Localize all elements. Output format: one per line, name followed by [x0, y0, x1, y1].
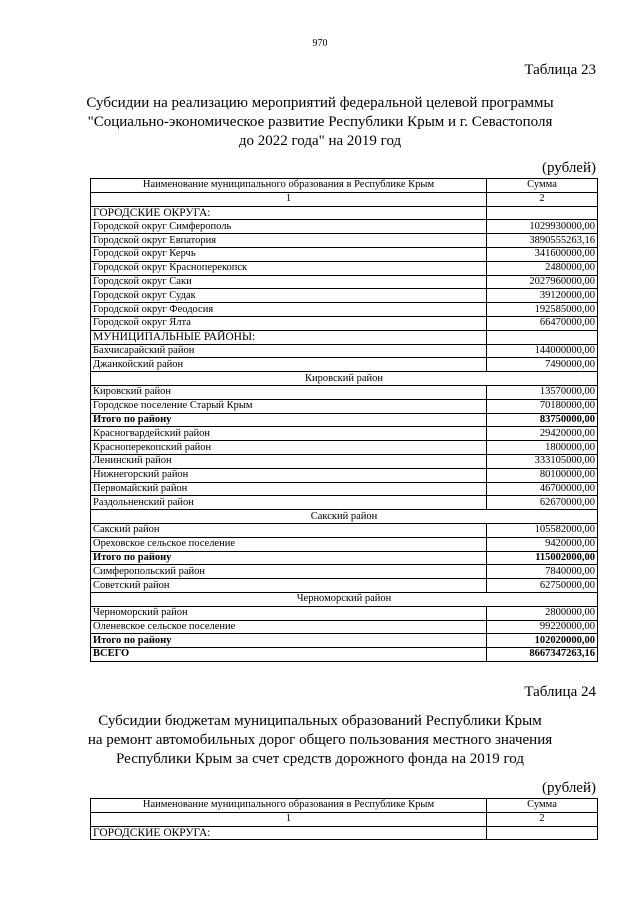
- row-amount: 333105000,00: [487, 454, 598, 468]
- row-amount: 1800000,00: [487, 441, 598, 455]
- row-name: МУНИЦИПАЛЬНЫЕ РАЙОНЫ:: [91, 330, 487, 344]
- row-amount: 8667347263,16: [487, 648, 598, 662]
- table-row: [91, 537, 598, 551]
- row-amount: 99220000,00: [487, 620, 598, 634]
- row-name: ГОРОДСКИЕ ОКРУГА:: [91, 206, 487, 220]
- group-header-label: Кировский район: [91, 372, 598, 386]
- row-amount: [487, 330, 598, 344]
- row-name: ВСЕГО: [91, 648, 487, 662]
- row-amount: 83750000,00: [487, 413, 598, 427]
- row-amount: [487, 206, 598, 220]
- table-row: [91, 344, 598, 358]
- row-amount: 62750000,00: [487, 579, 598, 593]
- row-name: Итого по району: [91, 413, 487, 427]
- row-name: Городской округ Евпатория: [91, 234, 487, 248]
- table-row: [91, 565, 598, 579]
- table-row: [91, 523, 598, 537]
- row-name: Ореховское сельское поселение: [91, 537, 487, 551]
- row-name: Красногвардейский район: [91, 427, 487, 441]
- table-row: [91, 441, 598, 455]
- table-row: [91, 275, 598, 289]
- table24-title-line: Субсидии бюджетам муниципальных образований Республики Крым: [98, 713, 542, 729]
- row-amount: 7840000,00: [487, 565, 598, 579]
- table23-title-line: до 2022 года" на 2019 год: [238, 133, 402, 149]
- row-name: Городской округ Судак: [91, 289, 487, 303]
- table23-title-line: "Социально-экономическое развитие Республики Крым и г. Севастополя: [87, 114, 553, 130]
- row-amount: [487, 826, 598, 840]
- row-amount: 3890555263,16: [487, 234, 598, 248]
- page-number: 970: [312, 38, 328, 49]
- row-name: Красноперекопский район: [91, 441, 487, 455]
- row-name: Советский район: [91, 579, 487, 593]
- table-row: [91, 427, 598, 441]
- group-header-row: [91, 592, 598, 606]
- total-row: [91, 413, 598, 427]
- row-amount: 39120000,00: [487, 289, 598, 303]
- row-name: Кировский район: [91, 385, 487, 399]
- row-amount: 1029930000,00: [487, 220, 598, 234]
- group-header-label: Черноморский район: [91, 592, 598, 606]
- table24-title-line: на ремонт автомобильных дорог общего пользования местного значения: [87, 732, 553, 748]
- row-amount: 66470000,00: [487, 316, 598, 330]
- table-row: [91, 385, 598, 399]
- row-amount: 70180000,00: [487, 399, 598, 413]
- group-header-row: [91, 510, 598, 524]
- row-amount: 2800000,00: [487, 606, 598, 620]
- table-row: [91, 220, 598, 234]
- table24-title: [0, 712, 640, 769]
- column-number: 2: [487, 812, 598, 826]
- table-row: [91, 482, 598, 496]
- row-amount: 2027960000,00: [487, 275, 598, 289]
- table23-title-line: Субсидии на реализацию мероприятий федеральной целевой программы: [86, 95, 554, 111]
- table23-unit: (рублей): [541, 160, 596, 176]
- row-name: Итого по району: [91, 634, 487, 648]
- row-amount: 341600000,00: [487, 247, 598, 261]
- column-number: 2: [487, 192, 598, 206]
- table-row: [91, 316, 598, 330]
- row-name: ГОРОДСКИЕ ОКРУГА:: [91, 826, 487, 840]
- section-row: [91, 826, 598, 840]
- row-amount: 80100000,00: [487, 468, 598, 482]
- table23-title: [0, 94, 640, 151]
- row-name: Сакский район: [91, 523, 487, 537]
- table24-title-line: Республики Крым за счет средств дорожного фонда на 2019 год: [116, 751, 524, 767]
- table-header-row: [91, 799, 598, 813]
- table-row: [91, 579, 598, 593]
- table-row: [91, 496, 598, 510]
- row-name: Симферопольский район: [91, 565, 487, 579]
- row-amount: 13570000,00: [487, 385, 598, 399]
- column-number-row: [91, 812, 598, 826]
- row-name: Нижнегорский район: [91, 468, 487, 482]
- row-name: Оленевское сельское поселение: [91, 620, 487, 634]
- row-name: Первомайский район: [91, 482, 487, 496]
- section-row: [91, 206, 598, 220]
- group-header-row: [91, 372, 598, 386]
- row-name: Городской округ Феодосия: [91, 303, 487, 317]
- row-amount: 9420000,00: [487, 537, 598, 551]
- table-row: [91, 468, 598, 482]
- row-amount: 2480000,00: [487, 261, 598, 275]
- section-row: [91, 330, 598, 344]
- column-header-amount: Сумма: [487, 799, 598, 813]
- row-name: Черноморский район: [91, 606, 487, 620]
- row-name: Городской округ Красноперекопск: [91, 261, 487, 275]
- row-name: Городской округ Ялта: [91, 316, 487, 330]
- table-row: [91, 289, 598, 303]
- row-amount: 29420000,00: [487, 427, 598, 441]
- row-amount: 192585000,00: [487, 303, 598, 317]
- row-amount: 7490000,00: [487, 358, 598, 372]
- table24-label: Таблица 24: [524, 684, 596, 700]
- table-row: [91, 399, 598, 413]
- total-row: [91, 634, 598, 648]
- row-amount: 144000000,00: [487, 344, 598, 358]
- row-amount: 105582000,00: [487, 523, 598, 537]
- row-name: Городской округ Керчь: [91, 247, 487, 261]
- row-amount: 46700000,00: [487, 482, 598, 496]
- column-header-amount: Сумма: [487, 179, 598, 193]
- column-number: 1: [91, 812, 487, 826]
- table24: [90, 798, 598, 840]
- table23-label: Таблица 23: [524, 62, 596, 78]
- table-row: [91, 234, 598, 248]
- row-amount: 102020000,00: [487, 634, 598, 648]
- table24-unit: (рублей): [541, 780, 596, 796]
- table-header-row: [91, 179, 598, 193]
- row-name: Раздольненский район: [91, 496, 487, 510]
- table-row: [91, 303, 598, 317]
- row-amount: 115002000,00: [487, 551, 598, 565]
- column-header-name: Наименование муниципального образования в Республике Крым: [91, 799, 487, 813]
- table-row: [91, 247, 598, 261]
- table-row: [91, 606, 598, 620]
- group-header-label: Сакский район: [91, 510, 598, 524]
- total-row: [91, 648, 598, 662]
- row-amount: 62670000,00: [487, 496, 598, 510]
- table-row: [91, 358, 598, 372]
- table23: [90, 178, 598, 662]
- table-row: [91, 454, 598, 468]
- row-name: Городской округ Саки: [91, 275, 487, 289]
- column-number-row: [91, 192, 598, 206]
- row-name: Джанкойский район: [91, 358, 487, 372]
- row-name: Бахчисарайский район: [91, 344, 487, 358]
- table-row: [91, 261, 598, 275]
- table-row: [91, 620, 598, 634]
- row-name: Городской округ Симферополь: [91, 220, 487, 234]
- column-header-name: Наименование муниципального образования в Республике Крым: [91, 179, 487, 193]
- row-name: Итого по району: [91, 551, 487, 565]
- column-number: 1: [91, 192, 487, 206]
- row-name: Городское поселение Старый Крым: [91, 399, 487, 413]
- row-name: Ленинский район: [91, 454, 487, 468]
- total-row: [91, 551, 598, 565]
